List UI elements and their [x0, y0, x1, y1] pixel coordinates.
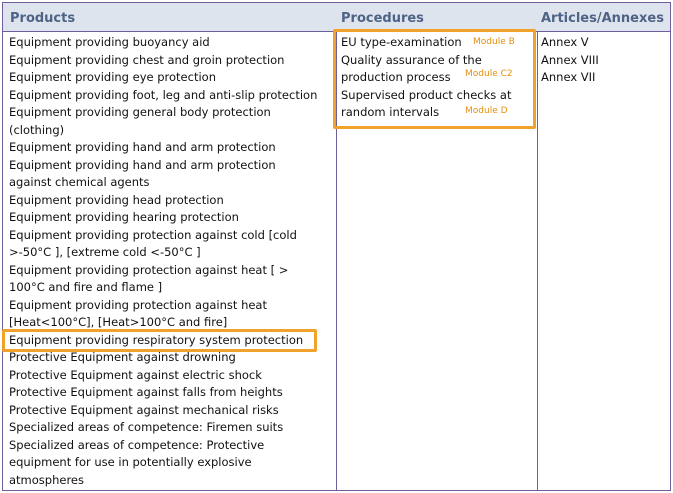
procedure-line: production process — [341, 70, 451, 84]
product-line: Equipment providing foot, leg and anti-slip protection — [9, 87, 318, 102]
module-c2-label: Module C2 — [465, 69, 513, 79]
respiratory-highlight — [2, 329, 317, 352]
product-line: 100°C and fire and flame ] — [9, 280, 163, 294]
column-divider — [537, 32, 538, 490]
product-line: Equipment providing protection against heat — [9, 297, 267, 312]
product-line: Equipment providing hearing protection — [9, 210, 239, 224]
procedure-line: random intervals — [341, 105, 440, 119]
product-line: Protective Equipment against mechanical risks — [9, 402, 279, 417]
article-line: Annex V — [541, 35, 589, 49]
header-articles[interactable]: Articles/Annexes — [541, 11, 664, 26]
header-products[interactable]: Products — [10, 11, 76, 26]
articles-column — [541, 34, 599, 87]
product-line: Equipment providing protection against heat [ > — [9, 262, 289, 277]
module-b-label: Module B — [473, 37, 515, 47]
product-line: >-50°C ], [extreme cold <-50°C ] — [9, 245, 201, 259]
product-line: Equipment providing chest and groin protection — [9, 52, 285, 67]
module-d-label: Module D — [465, 106, 508, 116]
product-line: Equipment providing hand and arm protection — [9, 157, 276, 172]
product-line: [Heat<100°C], [Heat>100°C and fire] — [9, 315, 228, 329]
product-line: Equipment providing buoyancy aid — [9, 35, 210, 49]
procedure-line: Supervised product checks at — [341, 87, 512, 102]
product-line: against chemical agents — [9, 175, 150, 189]
procedure-line: EU type-examination — [341, 35, 462, 49]
product-line: Specialized areas of competence: Firemen suits — [9, 420, 284, 434]
products-column — [9, 34, 317, 489]
product-line: equipment for use in potentially explosive — [9, 455, 252, 469]
product-line: Equipment providing protection against cold [cold — [9, 227, 297, 242]
product-line: Equipment providing hand and arm protection — [9, 140, 276, 154]
procedure-line: Quality assurance of the — [341, 52, 482, 67]
product-line: Equipment providing eye protection — [9, 70, 216, 84]
product-line: Protective Equipment against falls from heights — [9, 385, 283, 399]
table-header — [3, 3, 670, 32]
product-line-respiratory: Equipment providing respiratory system protection — [9, 332, 304, 347]
product-line: Equipment providing head protection — [9, 192, 224, 207]
product-line: Equipment providing general body protection — [9, 105, 271, 119]
header-procedures[interactable]: Procedures — [341, 11, 424, 26]
article-line: Annex VII — [541, 70, 596, 84]
product-line: Protective Equipment against electric shock — [9, 367, 262, 382]
product-line: (clothing) — [9, 122, 65, 137]
product-line: atmospheres — [9, 472, 84, 487]
article-line: Annex VIII — [541, 52, 599, 67]
product-line: Specialized areas of competence: Protective — [9, 437, 265, 452]
product-line: Protective Equipment against drowning — [9, 350, 236, 364]
